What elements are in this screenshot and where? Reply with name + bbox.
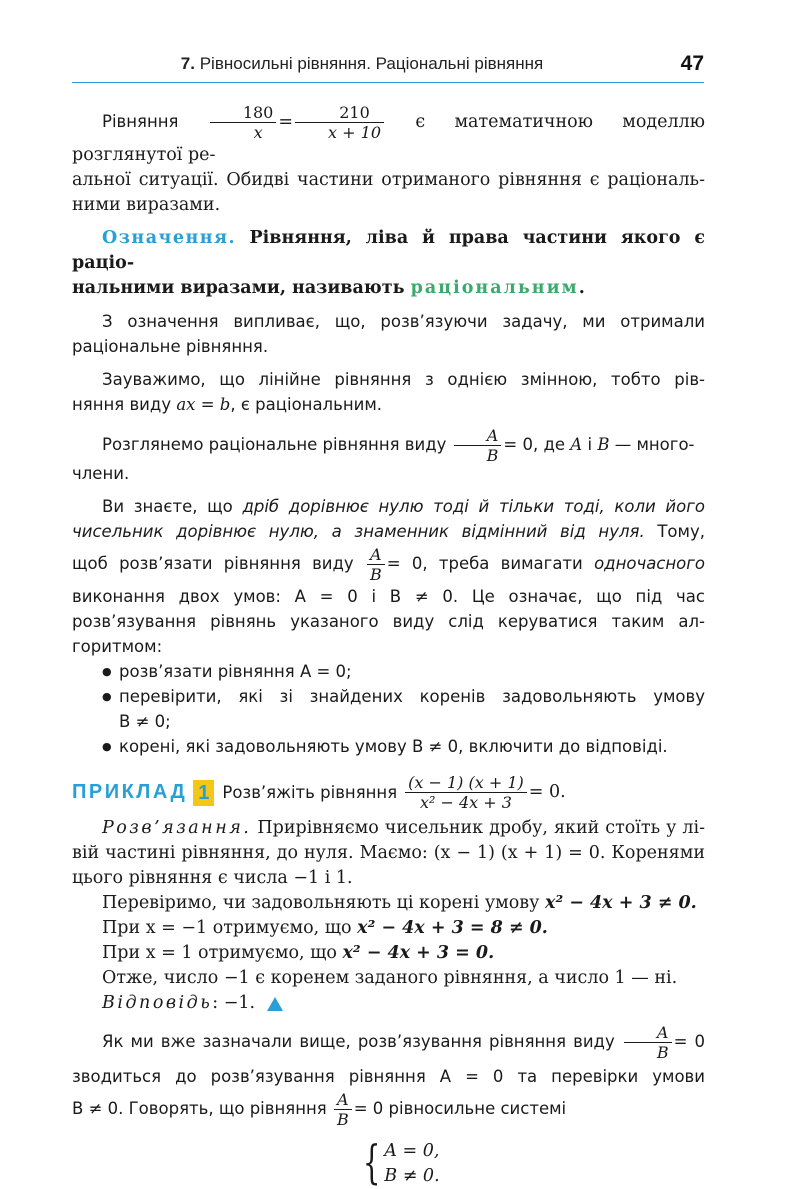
definition-term: Означення. xyxy=(102,228,237,248)
solution-line xyxy=(72,916,705,941)
text: = 0, xyxy=(386,554,428,573)
text: Розглянемо раціональне рівняння виду xyxy=(102,435,447,454)
paragraph-line xyxy=(72,1022,705,1062)
paragraph-line: члени. xyxy=(72,464,130,483)
numerator: A xyxy=(367,545,385,565)
fraction-A-B xyxy=(367,545,385,584)
fraction-A-B xyxy=(334,1090,352,1129)
list-item: ● корені, які задовольняють умову B ≠ 0, включити до відповіді. xyxy=(72,734,705,759)
denominator: B xyxy=(486,446,499,465)
denominator: x xyxy=(253,123,263,142)
paragraph-line xyxy=(72,544,705,584)
definition-line-1 xyxy=(72,226,705,276)
example-heading xyxy=(72,773,705,812)
denominator: B xyxy=(656,1043,669,1062)
example-label: ПРИКЛАД xyxy=(72,781,188,803)
text: B ≠ 0. Говорять, що рівняння xyxy=(72,1099,327,1118)
paragraph-line: виконання двох умов: A = 0 і B ≠ 0. Це означає, що під час xyxy=(72,587,705,606)
denominator: x + 10 xyxy=(328,123,381,142)
definition-line-2 xyxy=(72,276,705,301)
paragraph-line: горитмом: xyxy=(72,637,163,656)
text: B ≠ 0; xyxy=(119,712,171,731)
paragraph-line: раціональне рівняння. xyxy=(72,337,269,356)
equation: = 0. xyxy=(528,782,566,802)
system-line-1: A = 0, xyxy=(384,1141,440,1161)
paragraph-line: зводиться до розв’язування рівняння A = 0 та перевірки умови xyxy=(72,1067,705,1086)
paragraph-line: розв’язування рівнянь указаного виду слід керуватися таким ал- xyxy=(72,612,705,631)
fraction-A-B xyxy=(454,426,502,465)
paragraph-line: Зауважимо, що лінійне рівняння з однією змінною, тобто рів- xyxy=(102,370,705,389)
equation: x² − 4x + 3 = 0. xyxy=(342,943,495,963)
solution-line: Отже, число −1 є коренем заданого рівняння, а число 1 — ні. xyxy=(102,968,678,988)
answer-label: Відповідь xyxy=(102,993,213,1013)
paragraph-line xyxy=(72,392,705,417)
solution-line: вій частині рівняння, до нуля. Маємо: (x − 1) (x + 1) = 0. Коренями xyxy=(72,843,705,863)
text: = 0 xyxy=(673,1032,706,1051)
italic-text: чисельник дорівнює нулю, а знаменник відмінний від нуля. xyxy=(72,522,645,541)
text: = 0 xyxy=(353,1099,384,1118)
fraction-180-x xyxy=(210,103,277,142)
chapter-title xyxy=(72,54,652,74)
text: рівносильне системі xyxy=(388,1099,567,1118)
text: няння виду xyxy=(72,395,172,414)
solution-line: цього рівняння є числа −1 і 1. xyxy=(72,868,353,888)
text: Ви знаєте, що xyxy=(102,497,233,516)
header-divider xyxy=(72,82,704,83)
denominator: B xyxy=(369,565,382,584)
text: При x = 1 отримуємо, що xyxy=(102,943,337,963)
text: Перевіримо, чи задовольняють ці корені умову xyxy=(102,893,540,913)
denominator: B xyxy=(336,1110,349,1129)
page-header xyxy=(72,54,712,78)
text: щоб розв’язати рівняння виду xyxy=(72,554,354,573)
text: Тому, xyxy=(657,522,705,541)
list-item xyxy=(72,684,705,734)
example-number-badge: 1 xyxy=(193,780,214,806)
text: і xyxy=(587,435,593,454)
text: Як ми вже зазначали вище, розв’язування рівняння виду xyxy=(102,1032,615,1051)
paragraph-line: З означення випливає, що, розв’язуючи задачу, ми отримали xyxy=(102,312,705,331)
paragraph-rational-form xyxy=(72,425,705,465)
text: Прирівняємо чисельник дробу, який стоїть у лі- xyxy=(257,818,705,838)
algorithm-list xyxy=(72,659,705,759)
equation: x² − 4x + 3 = 8 ≠ 0. xyxy=(357,918,548,938)
fraction-A-B xyxy=(624,1023,672,1062)
equation-system xyxy=(357,1135,705,1189)
fraction-example xyxy=(405,773,527,812)
definition-text: нальними виразами, називають xyxy=(72,278,405,298)
system-line-2: B ≠ 0. xyxy=(384,1166,440,1186)
solution-line xyxy=(72,816,705,841)
paragraph-line xyxy=(72,519,705,544)
paragraph-model: Рівняння $\frac{180}{x}$ = $\frac{210}{x + 10}$ є математичною моделлю розглянутої ре- xyxy=(72,103,705,165)
text: треба вимагати xyxy=(438,554,583,573)
text: = 0, де xyxy=(503,435,566,454)
text: Рівняння xyxy=(102,112,179,131)
italic-text: дріб дорівнює нулю тоді й тільки тоді, коли його xyxy=(242,497,705,516)
numerator: 180 xyxy=(210,103,277,123)
end-of-solution-triangle-icon xyxy=(267,997,283,1011)
variable: B xyxy=(597,435,610,454)
chapter-title-text: Рівносильні рівняння. Раціональні рівняння xyxy=(199,54,544,73)
variable: A xyxy=(570,435,583,454)
text: — много- xyxy=(614,435,695,454)
denominator: x² − 4x + 3 xyxy=(419,793,512,812)
text: ● перевірити, які зі знайдених коренів задовольняють умову xyxy=(119,687,705,706)
numerator: (x − 1) (x + 1) xyxy=(405,773,527,793)
paragraph-line: альної ситуації. Обидві частини отриманого рівняння є раціональ- xyxy=(72,170,705,190)
equation: x² − 4x + 3 ≠ 0. xyxy=(545,893,697,913)
answer-line xyxy=(72,991,705,1016)
definition-text: Рівняння, ліва й права частини якого є раціо- xyxy=(72,228,705,273)
numerator: A xyxy=(624,1023,672,1043)
paragraph-line: ними виразами. xyxy=(72,195,221,215)
numerator: 210 xyxy=(295,103,384,123)
chapter-number: 7. xyxy=(180,54,195,73)
fraction-210-x10 xyxy=(295,103,384,142)
answer-value: : −1. xyxy=(212,993,256,1013)
page-body xyxy=(72,103,705,1189)
text: є математичною моделлю розглянутої ре- xyxy=(72,112,705,165)
italic-text: одночасного xyxy=(594,554,706,573)
list-item: ● розв’язати рівняння A = 0; xyxy=(72,659,705,684)
text: , є раціональним. xyxy=(230,395,383,414)
paragraph-line xyxy=(72,494,705,519)
solution-line xyxy=(72,941,705,966)
numerator: A xyxy=(334,1090,352,1110)
example-task: Розв’яжіть рівняння xyxy=(222,783,398,802)
solution-label: Розв’язання. xyxy=(102,818,252,838)
punctuation: . xyxy=(578,278,585,298)
definition-highlight: раціональним xyxy=(410,278,579,298)
equation: ax = b xyxy=(176,395,231,414)
curly-brace-icon: { xyxy=(362,1135,381,1189)
text: При x = −1 отримуємо, що xyxy=(102,918,352,938)
system-lines xyxy=(384,1139,439,1189)
solution-line xyxy=(72,891,705,916)
paragraph-line xyxy=(72,1089,705,1129)
numerator: A xyxy=(454,426,502,446)
page-number: 47 xyxy=(680,52,704,75)
